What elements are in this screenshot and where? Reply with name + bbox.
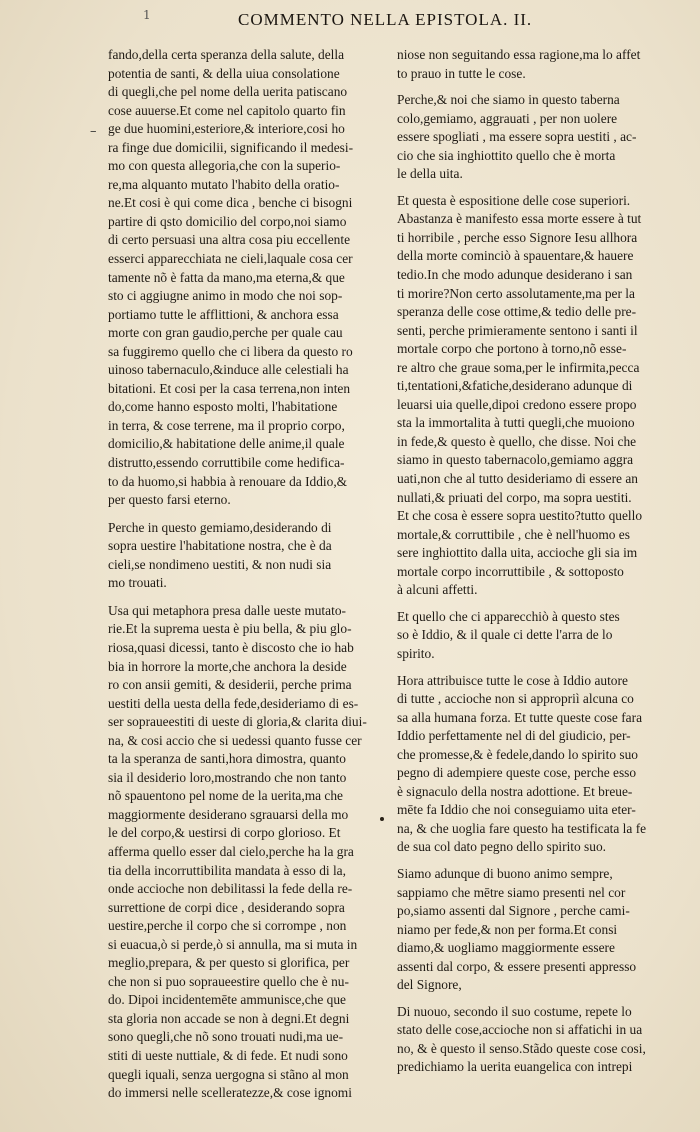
text-line: spirito.	[397, 645, 435, 661]
text-line: po,siamo assenti dal Signore , perche cami-	[397, 903, 630, 919]
text-line: re altro che graue soma,per le infirmita,pecca	[397, 359, 640, 375]
text-line: essere spogliati , ma essere sopra uestiti , ac-	[397, 129, 637, 145]
text-line: à alcuni affetti.	[397, 582, 478, 598]
text-line: di certo persuasi una altra cosa piu eccellente	[108, 232, 351, 248]
text-line: Hora attribuisce tutte le cose à Iddio autore	[397, 672, 628, 688]
paragraph	[397, 608, 680, 664]
text-line: si euacua,ò si perde,ò si annulla, ma si muta in	[108, 936, 358, 952]
text-line: re,ma alquanto mutato l'habito della oratio-	[108, 176, 340, 192]
text-line: do,come hanno esposto molti, l'habitatione	[108, 399, 338, 415]
text-line: riosa,quasi dicessi, tanto è discosto che io hab	[108, 639, 354, 655]
text-line: Usa qui metaphora presa dalle ueste mutato-	[108, 602, 346, 618]
text-line: sa alla humana forza. Et tutte queste cose fara	[397, 709, 643, 725]
text-line: tia della incorruttibilita mandata à esso di la,	[108, 862, 346, 878]
text-line: diamo,& uogliamo maggiormente essere	[397, 940, 615, 956]
text-line: sia il desiderio loro,mostrando che non tanto	[108, 769, 347, 785]
text-line: assenti dal corpo, & essere presenti appresso	[397, 958, 637, 974]
text-line: cieli,se nondimeno uestiti, & non nudi sia	[108, 556, 332, 572]
text-line: afferma quello esser dal cielo,perche ha la gra	[108, 843, 354, 859]
paragraph	[397, 46, 680, 83]
text-line: Di nuouo, secondo il suo costume, repete lo	[397, 1003, 632, 1019]
text-line: cio che sia inghiottito quello che è morta	[397, 147, 616, 163]
text-line: Perche in questo gemiamo,desiderando di	[108, 519, 332, 535]
text-line: esserci apparecchiata ne cieli,laquale cosa cer	[108, 251, 353, 267]
text-line: ti horribile , perche esso Signore Iesu allhora	[397, 229, 638, 245]
text-line: na, & che uoglia fare questo ha testificata la fe	[397, 820, 647, 836]
text-line: Abastanza è manifesto essa morte essere à tut	[397, 211, 642, 227]
text-line: sta la immortalita à tutti quegli,che muoiono	[397, 415, 635, 431]
right-column	[397, 46, 680, 1085]
text-line: potentia de santi, & della uiua consolatione	[108, 65, 340, 81]
text-line: distrutto,essendo corruttibile come hedifica-	[108, 455, 345, 471]
text-line: che promesse,& è fedele,dando lo spirito suo	[397, 746, 638, 762]
text-line: do. Dipoi incidentemēte ammunisce,che que	[108, 992, 346, 1008]
text-line: della morte cominciò à spauentare,& hauere	[397, 248, 634, 264]
text-line: sopra uestire l'habitatione nostra, che è da	[108, 538, 332, 554]
text-line: tedio.In che modo adunque desiderano i san	[397, 267, 633, 283]
text-line: sa fuggiremo quello che ci libera da questo ro	[108, 343, 353, 359]
text-line: Iddio perfettamente nel di del giudicio, per-	[397, 728, 631, 744]
text-line: le del corpo,& uestirsi di corpo glorioso. Et	[108, 825, 341, 841]
text-line: ro con ansii gemiti, & desiderii, perche prima	[108, 677, 352, 693]
text-line: sta gloria non accade se non à degni.Et degni	[108, 1010, 350, 1026]
text-line: ti morire?Non certo assolutamente,ma per la	[397, 285, 635, 301]
text-line: niamo per fede,& non per forma.Et consi	[397, 921, 618, 937]
text-line: sappiamo che mētre siamo presenti nel cor	[397, 884, 626, 900]
text-line: partire di qsto domicilio del corpo,noi siamo	[108, 213, 347, 229]
text-line: per questo farsi eterno.	[108, 492, 231, 508]
text-line: nullati,& priuati del corpo, ma sopra uestiti.	[397, 489, 632, 505]
text-line: niose non seguitando essa ragione,ma lo affet	[397, 47, 641, 62]
text-line: in terra, & cose terrene, ma il proprio corpo,	[108, 417, 345, 433]
paragraph	[108, 602, 388, 1103]
text-line: sere inghiottito dalla uita, accioche gli sia im	[397, 545, 638, 561]
text-line: di tutte , accioche non si appropriì alcuna co	[397, 691, 634, 707]
text-line: ta la speranza de santi,hora dimostra, quanto	[108, 751, 346, 767]
paragraph	[397, 91, 680, 184]
text-line: so è Iddio, & il quale ci dette l'arra de lo	[397, 627, 613, 643]
text-line: ti,tentationi,&fatiche,desiderano adunque di	[397, 378, 633, 394]
text-line: uinoso tabernaculo,&induce alle celestiali ha	[108, 362, 349, 378]
text-line: le della uita.	[397, 166, 463, 182]
paragraph	[397, 1003, 680, 1077]
text-line: ra finge due domicilii, significando il medesi-	[108, 139, 354, 155]
text-line: uestire,perche il corpo che si corrompe , non	[108, 918, 347, 934]
paragraph	[108, 46, 388, 510]
text-line: stato delle cose,accioche non si affatichi in ua	[397, 1022, 643, 1038]
text-line: bia in horrore la morte,che anchora la deside	[108, 658, 347, 674]
left-column	[108, 46, 388, 1112]
text-line: stiti di ueste nuttiale, & di fede. Et nudi sono	[108, 1047, 348, 1063]
text-line: speranza delle cose ottime,& tedio delle pre-	[397, 304, 637, 320]
text-line: mo trouati.	[108, 575, 167, 591]
text-line: sto ci aggiugne animo in modo che noi sop-	[108, 288, 343, 304]
text-line: portiamo tutte le afflittioni, & anchora essa	[108, 306, 339, 322]
text-line: nõ spauentono pel nome de la uerita,ma che	[108, 788, 343, 804]
text-line: fando,della certa speranza della salute, della	[108, 47, 345, 62]
text-line: do immersi nelle scelleratezze,& cose ignomi	[108, 1085, 352, 1101]
page-mark: 1	[143, 8, 151, 22]
text-line: Et che cosa è essere sopra uestito?tutto quello	[397, 508, 643, 524]
text-line: quegli iquali, senza uergogna si stãno al mon	[108, 1066, 349, 1082]
text-line: colo,gemiamo, aggrauati , per non uolere	[397, 110, 618, 126]
text-line: di quegli,che pel nome della uerita patiscano	[108, 84, 348, 100]
text-line: mortale corpo incorruttibile , & sottoposto	[397, 563, 624, 579]
paragraph	[108, 519, 388, 593]
text-line: ge due huomini,esteriore,& interiore,cosi ho	[108, 121, 345, 137]
text-line: del Signore,	[397, 977, 462, 993]
text-line: mēte fa Iddio che noi conseguiamo uita eter-	[397, 802, 636, 818]
text-line: uestiti della uesta della fede,desideriamo di es-	[108, 695, 359, 711]
text-line: bitationi. Et cosi per la casa terrena,non inten	[108, 380, 351, 396]
text-line: siamo in questo tabernacolo,gemiamo aggra	[397, 452, 634, 468]
text-line: predichiamo la uerita euangelica con intrepi	[397, 1059, 633, 1075]
margin-mark: –	[90, 124, 97, 139]
text-line: Perche,& noi che siamo in questo taberna	[397, 92, 620, 108]
text-line: senti, perche primieramente sentono i santi il	[397, 322, 638, 338]
text-line: morte con gran gaudio,perche per quale cau	[108, 325, 343, 341]
text-line: onde accioche non debilitassi la fede della re-	[108, 881, 353, 897]
text-line: de sua col dato pegno dello spirito suo.	[397, 839, 607, 855]
text-line: ne.Et cosi è qui come dica , benche ci bisogni	[108, 195, 353, 211]
text-line: è signaculo della nostra adottione. Et breue-	[397, 783, 633, 799]
text-line: che non si puo sopraueestire quello che è nu-	[108, 973, 349, 989]
text-line: surrettione de corpi dice , desiderando sopra	[108, 899, 345, 915]
text-line: mortale,& corruttibile , che è nell'huomo es	[397, 526, 630, 542]
paragraph	[397, 865, 680, 995]
paragraph	[397, 192, 680, 600]
text-line: uati,non che al tutto desideriamo di essere an	[397, 471, 638, 487]
text-line: Et questa è espositione delle cose superiori.	[397, 192, 631, 208]
text-line: rie.Et la suprema uesta è piu bella, & piu glo-	[108, 621, 352, 637]
text-line: to prauo in tutte le cose.	[397, 65, 526, 81]
text-line: Et quello che ci apparecchiò à questo stes	[397, 608, 620, 624]
text-line: domicilio,& habitatione delle anime,il quale	[108, 436, 345, 452]
text-line: mo con questa allegoria,che con la superio-	[108, 158, 341, 174]
text-line: pegno di adempiere queste cose, perche esso	[397, 765, 637, 781]
text-line: leuarsi uia quelle,dipoi credono essere propo	[397, 396, 637, 412]
text-line: no, & è questo il senso.Stãdo queste cose cosi,	[397, 1040, 646, 1056]
running-head: COMMENTO NELLA EPISTOLA. II.	[238, 10, 533, 29]
text-line: cose auuerse.Et come nel capitolo quarto fin	[108, 102, 346, 118]
text-line: sono quegli,che nõ sono trouati nudi,ma ue-	[108, 1029, 344, 1045]
text-line: meglio,prepara, & per questo si glorifica, per	[108, 955, 350, 971]
text-line: maggiormente desiderano sgrauarsi della mo	[108, 806, 349, 822]
text-line: ser sopraueestiti di ueste di gloria,& clarita diui-	[108, 714, 367, 730]
text-line: mortale corpo che portono à torno,nõ esse-	[397, 341, 627, 357]
paragraph	[397, 672, 680, 857]
text-line: in fede,& questo è quello, che disse. Noi che	[397, 433, 637, 449]
text-line: Siamo adunque di buono animo sempre,	[397, 865, 613, 881]
text-line: to da huomo,si habbia à renouare da Iddio,&	[108, 473, 348, 489]
text-line: tamente nõ è fatta da mano,ma eterna,& que	[108, 269, 345, 285]
text-line: na, & cosi accio che si uedessi quanto fusse cer	[108, 732, 362, 748]
